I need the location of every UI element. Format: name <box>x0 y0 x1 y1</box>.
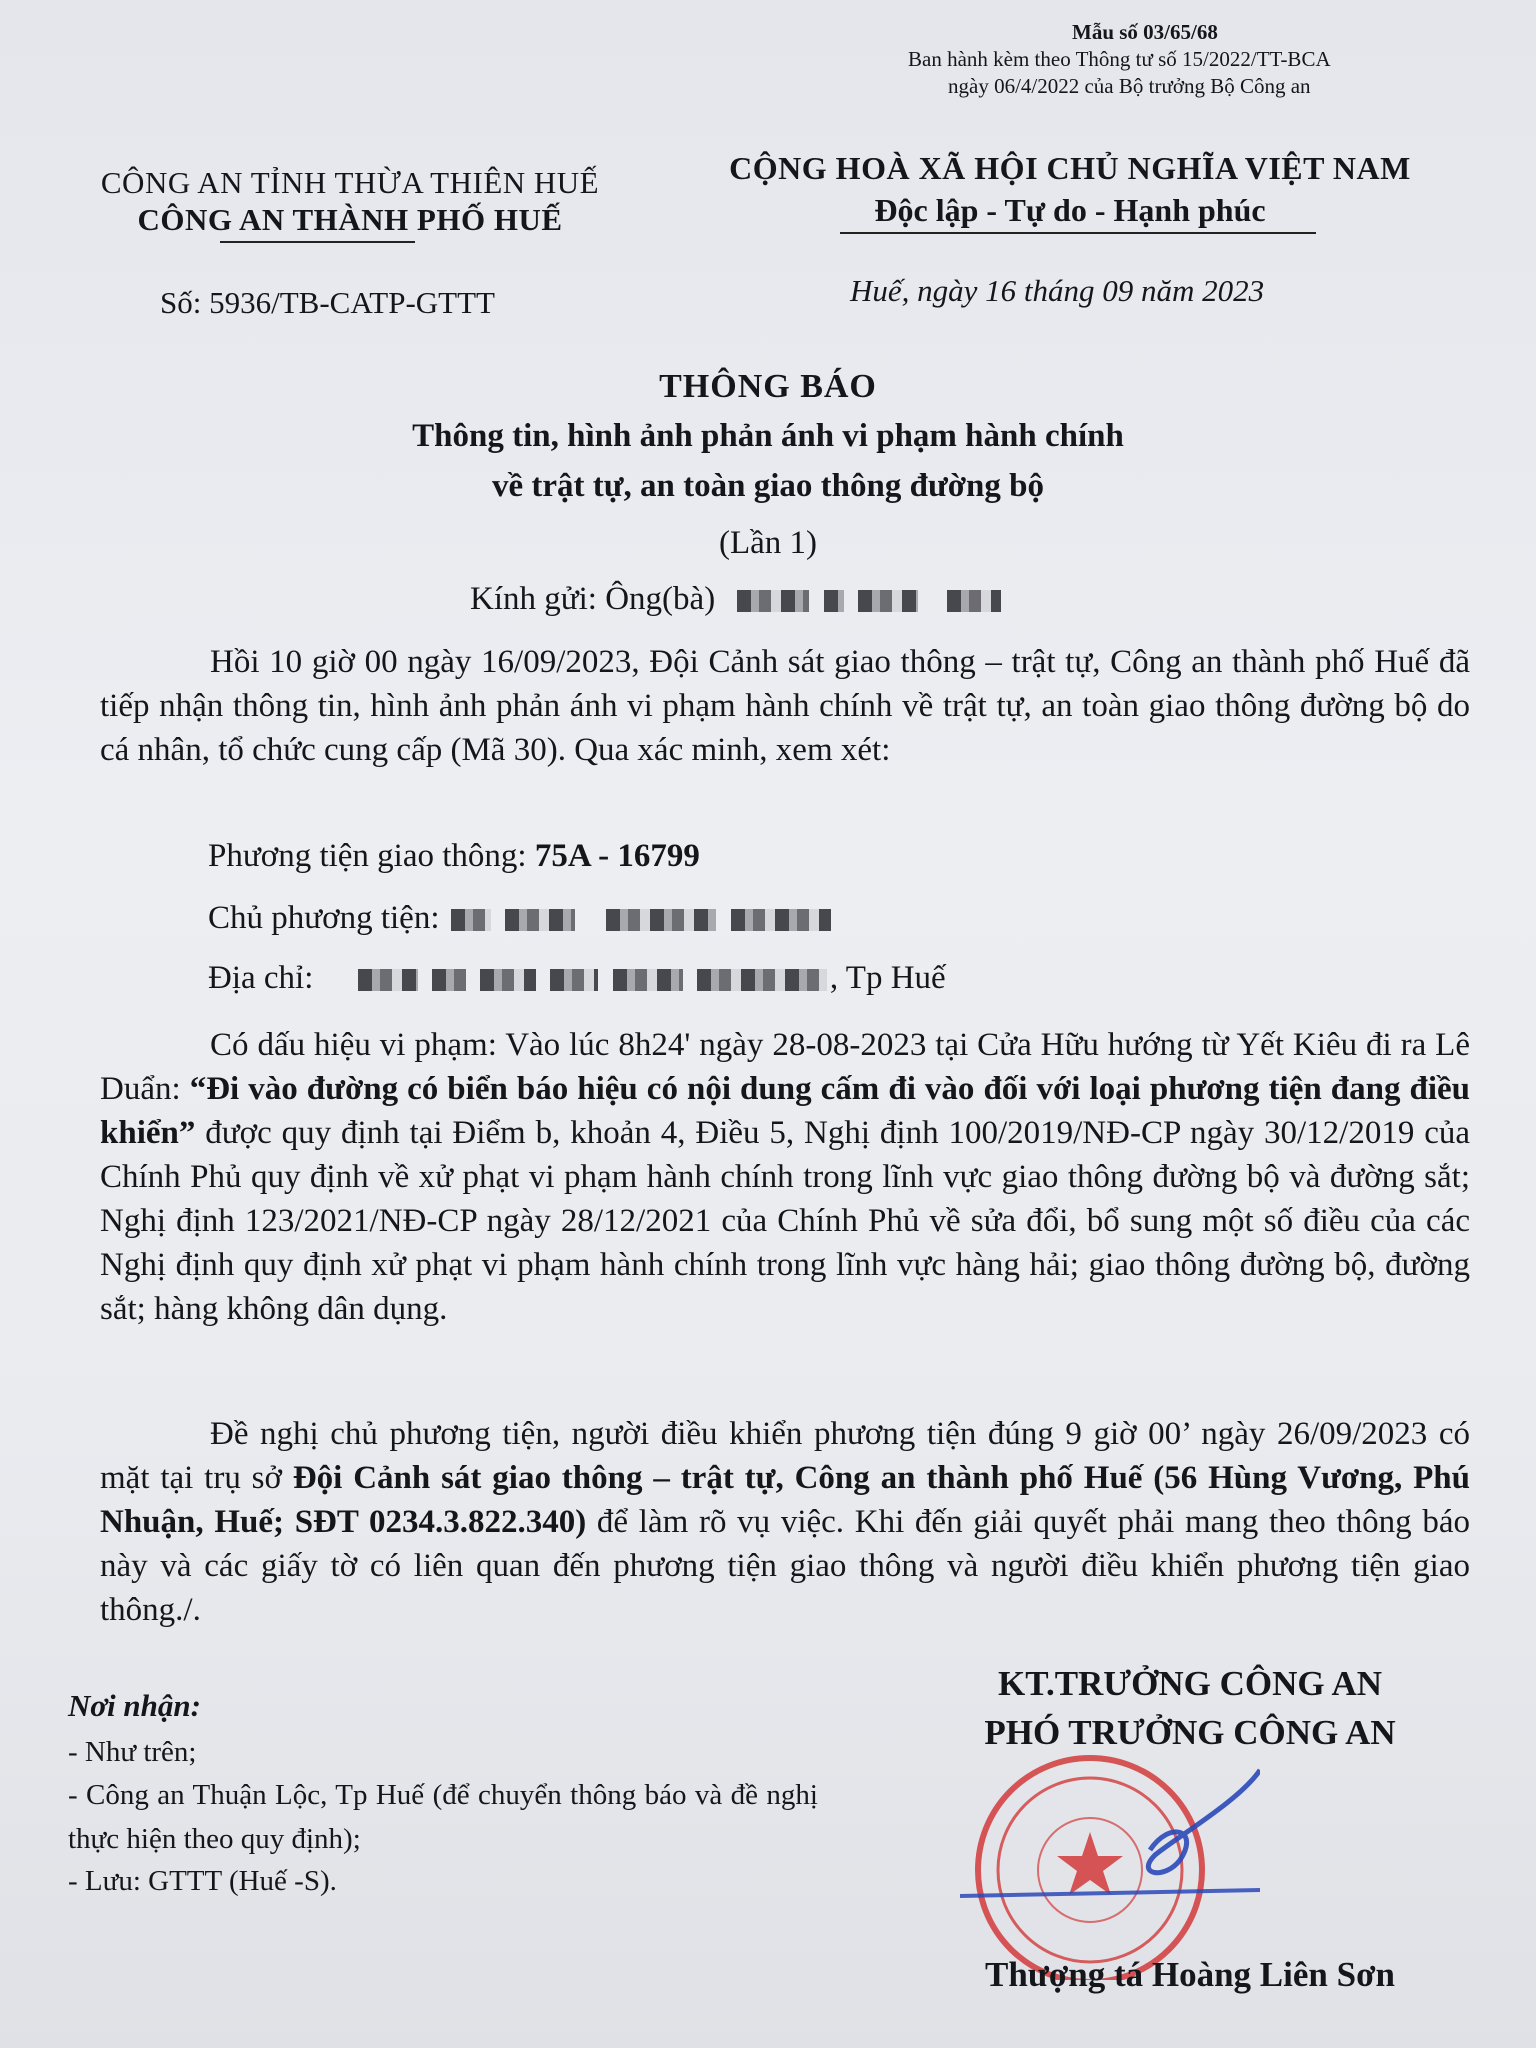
nation-motto: Độc lập - Tự do - Hạnh phúc <box>874 192 1266 228</box>
vehicle-field <box>208 838 700 875</box>
redacted-owner-block <box>731 909 831 931</box>
motto-underline <box>840 232 1316 234</box>
redacted-name-block <box>824 590 844 612</box>
seal-star-icon <box>1057 1832 1123 1895</box>
violation-paragraph <box>100 1023 1470 1331</box>
violation-legal-basis: được quy định tại Điểm b, khoản 4, Điều 5, Nghị định 100/2019/NĐ-CP ngày 30/12/2019 của Chính Phủ quy định về xử phạt vi phạm hành chính trong lĩnh vực giao thông đường bộ và đường sắt; Nghị định 123/2021/NĐ-CP ngày 28/12/2021 của Chính Phủ về sửa đổi, bổ sung một số điều của các Nghị định quy định xử phạt vi phạm hành chính trong lĩnh vực hàng hải; giao thông đường bộ, đường sắt; hàng không dân dụng. <box>100 1115 1470 1327</box>
redacted-name-block <box>947 590 1001 612</box>
redacted-address-block <box>358 969 418 991</box>
address-label: Địa chỉ: <box>208 960 322 996</box>
nation-name: CỘNG HOÀ XÃ HỘI CHỦ NGHĨA VIỆT NAM <box>729 150 1411 186</box>
redacted-name-block <box>858 590 918 612</box>
request-location: Đội Cảnh sát giao thông – trật tự, Công an thành phố Huế (56 Hùng Vương, Phú Nhuận, Huế; SĐT 0234.3.822.340) <box>100 1460 1470 1540</box>
violation-description: “Đi vào đường có biển báo hiệu có nội dung cấm đi vào đối với loại phương tiện đang điều khiển” <box>100 1071 1471 1151</box>
request-instructions: để làm rõ vụ việc. Khi đến giải quyết phải mang theo thông báo này và các giấy tờ có liên quan đến phương tiện giao thông và người điều khiển phương tiện giao thông./. <box>100 1504 1471 1628</box>
signature-line <box>960 1890 1260 1896</box>
receiver-item: - Như trên; <box>68 1736 197 1768</box>
owner-field <box>208 900 834 937</box>
owner-label: Chủ phương tiện: <box>208 900 448 936</box>
official-seal <box>940 1740 1260 1980</box>
redacted-address-block <box>613 969 683 991</box>
agency-underline <box>220 241 415 243</box>
receivers-title: Nơi nhận: <box>68 1688 201 1723</box>
place-date: Huế, ngày 16 tháng 09 năm 2023 <box>850 273 1265 308</box>
recipient-line <box>470 581 1004 618</box>
document-number: Số: 5936/TB-CATP-GTTT <box>160 285 495 320</box>
redacted-address-block <box>432 969 466 991</box>
agency-parent: CÔNG AN TỈNH THỪA THIÊN HUẾ <box>100 165 600 200</box>
address-suffix: , Tp Huế <box>829 960 946 996</box>
redacted-owner-block <box>606 909 716 931</box>
form-issued-line-2: ngày 06/4/2022 của Bộ trưởng Bộ Công an <box>948 74 1311 98</box>
signer-name: Thượng tá Hoàng Liên Sơn <box>985 1955 1395 1994</box>
vehicle-plate: 75A - 16799 <box>534 838 700 874</box>
agency-name: CÔNG AN THÀNH PHỐ HUẾ <box>137 202 563 237</box>
document-title: THÔNG BÁO <box>659 368 877 405</box>
form-issued-line-1: Ban hành kèm theo Thông tư số 15/2022/TT-BCA <box>908 47 1331 71</box>
signature-title-2: PHÓ TRƯỞNG CÔNG AN <box>984 1713 1396 1752</box>
redacted-owner-block <box>505 909 575 931</box>
request-paragraph <box>100 1412 1470 1632</box>
signature-title-1: KT.TRƯỞNG CÔNG AN <box>997 1664 1383 1703</box>
document-subtitle-1: Thông tin, hình ảnh phản ánh vi phạm hành chính <box>412 418 1124 454</box>
violation-intro: Có dấu hiệu vi phạm: Vào lúc 8h24' ngày 28-08-2023 tại Cửa Hữu hướng từ Yết Kiêu đi ra Lê Duẩn: <box>100 1027 1470 1107</box>
receiver-item: - Công an Thuận Lộc, Tp Huế (để chuyển thông báo và đề nghị thực hiện theo quy định); <box>68 1779 818 1855</box>
intro-paragraph: Hồi 10 giờ 00 ngày 16/09/2023, Đội Cảnh sát giao thông – trật tự, Công an thành phố Huế đã tiếp nhận thông tin, hình ảnh phản ánh vi phạm hành chính về trật tự, an toàn giao thông đường bộ do cá nhân, tổ chức cung cấp (Mã 30). Qua xác minh, xem xét: <box>100 644 1470 768</box>
receiver-item: - Lưu: GTTT (Huế -S). <box>68 1865 337 1897</box>
recipient-label: Kính gửi: Ông(bà) <box>470 581 716 617</box>
redacted-address-block <box>550 969 598 991</box>
form-code: Mẫu số 03/65/68 <box>1072 20 1218 44</box>
vehicle-label: Phương tiện giao thông: <box>208 838 535 874</box>
document-subtitle-2: về trật tự, an toàn giao thông đường bộ <box>491 468 1044 504</box>
attempt-number: (Lần 1) <box>718 525 818 561</box>
request-intro: Đề nghị chủ phương tiện, người điều khiển phương tiện đúng 9 giờ 00’ ngày 26/09/2023 có mặt tại trụ sở <box>100 1416 1470 1496</box>
address-field <box>208 960 946 997</box>
redacted-owner-block <box>451 909 491 931</box>
redacted-address-block <box>480 969 536 991</box>
redacted-name-block <box>737 590 809 612</box>
redacted-address-block <box>697 969 827 991</box>
